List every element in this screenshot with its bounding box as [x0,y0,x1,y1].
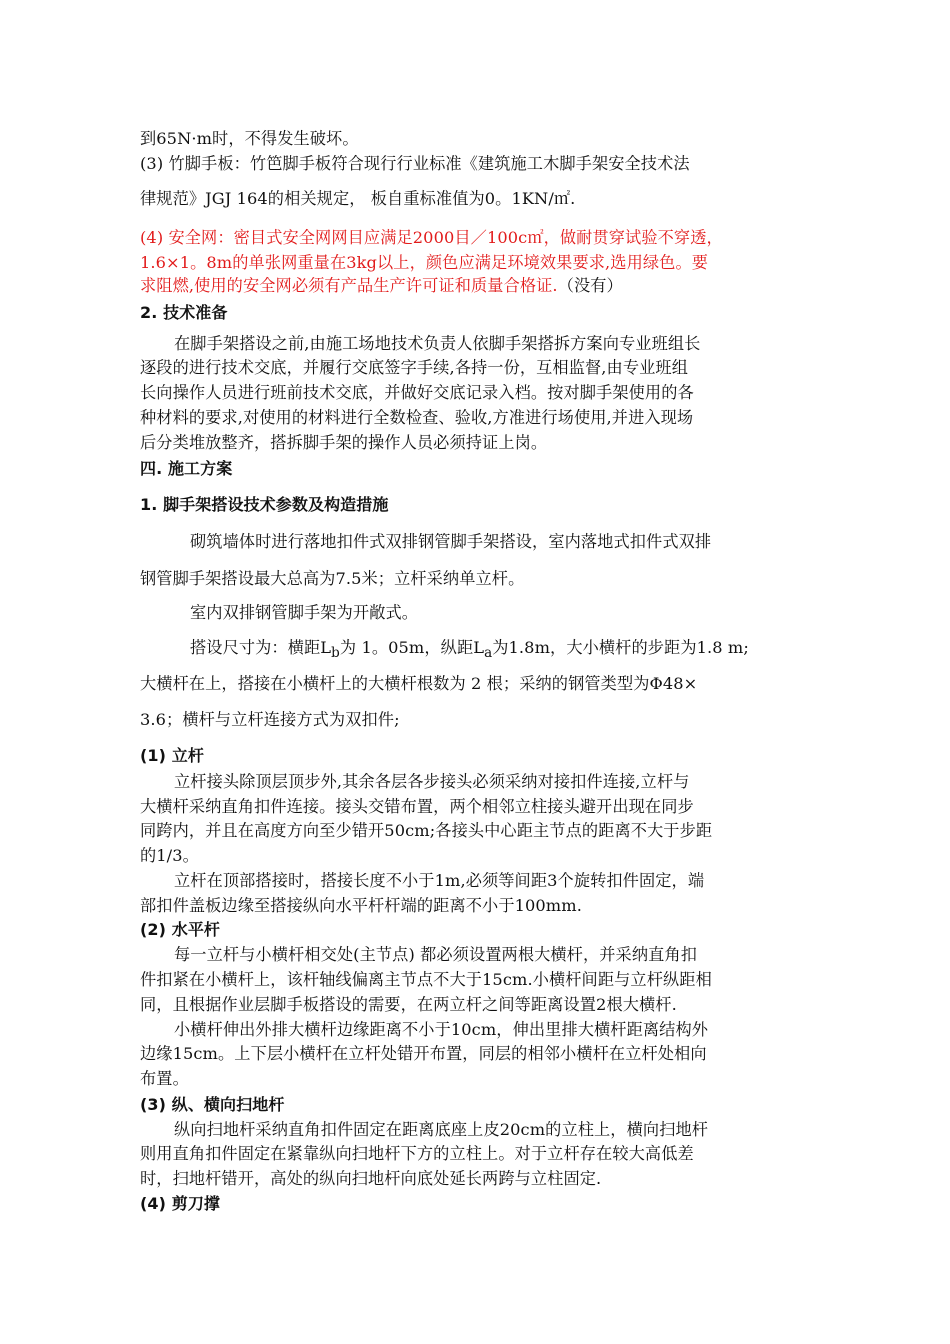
subscript-a: a [484,645,493,662]
highlighted-text-line: 1.6×1。8m的单张网重量在3kg以上，颜色应满足环境效果要求,选用绿色。要 [140,253,709,272]
section-heading: 2. 技术准备 [140,303,228,322]
body-text-line: 立杆在顶部搭接时，搭接长度不小于1m,必须等间距3个旋转扣件固定，端 [174,871,705,890]
body-text-line: 大横杆采纳直角扣件连接。接头交错布置，两个相邻立柱接头避开出现在同步 [140,797,694,816]
body-text-line: 钢管脚手架搭设最大总高为7.5米；立杆采纳单立杆。 [140,569,525,588]
body-text-line: 边缘15cm。上下层小横杆在立杆处错开布置，同层的相邻小横杆在立杆处相向 [140,1044,707,1063]
body-text-line: (3) 竹脚手板：竹笆脚手板符合现行行业标准《建筑施工木脚手架安全技术法 [140,154,690,173]
body-text-line-with-subscripts: 搭设尺寸为：横距$L_b$为 1。05m，纵距$L_a$为1.8m，大小横杆的步距为1.8 m; [190,638,749,662]
body-text-line: 立杆接头除顶层顶步外,其余各层各步接头必须采纳对接扣件连接,立杆与 [174,772,690,791]
highlighted-text: 求阻燃,使用的安全网必须有产品生产许可证和质量合格证. [140,276,558,295]
body-text-line: 的1/3。 [140,846,199,865]
note-text: （没有） [557,276,623,295]
subsection-heading: (3) 纵、横向扫地杆 [140,1095,285,1114]
chapter-heading: 四. 施工方案 [140,459,233,478]
body-text-line: 则用直角扣件固定在紧靠纵向扫地杆下方的立柱上。对于立杆存在较大高低差 [140,1144,694,1163]
body-text-line: 逐段的进行技术交底，并履行交底签字手续,各持一份，互相监督,由专业班组 [140,358,688,377]
body-text-line: 种材料的要求,对使用的材料进行全数检查、验收,方准进行场使用,并进入现场 [140,408,694,427]
body-text-line: 大横杆在上，搭接在小横杆上的大横杆根数为 2 根；采纳的钢管类型为Φ48× [140,674,698,693]
body-text-line: 部扣件盖板边缘至搭接纵向水平杆杆端的距离不小于100mm. [140,896,582,915]
body-text-line: 室内双排钢管脚手架为开敞式。 [190,603,419,622]
body-text-line: 同跨内，并且在高度方向至少错开50cm;各接头中心距主节点的距离不大于步距 [140,821,713,840]
body-text-line: 律规范》JGJ 164的相关规定， 板自重标准值为0。1KN/㎡. [140,189,576,208]
subsection-heading: (2) 水平杆 [140,920,221,939]
body-text-line: 在脚手架搭设之前,由施工场地技术负责人依脚手架搭拆方案向专业班组长 [174,334,701,353]
subsection-heading: (4) 剪刀撑 [140,1194,221,1213]
body-text-line: 到65N·m时，不得发生破坏。 [140,129,359,148]
body-text-line: 3.6；横杆与立杆连接方式为双扣件; [140,710,400,729]
body-text-line: 布置。 [140,1069,189,1088]
body-text-line: 每一立杆与小横杆相交处(主节点) 都必须设置两根大横杆，并采纳直角扣 [174,945,697,964]
highlighted-text-line: (4) 安全网：密目式安全网网目应满足2000目／100c㎡，做耐贯穿试验不穿透， [140,228,723,247]
body-text-line: 时，扫地杆错开，高处的纵向扫地杆向底处延长两跨与立柱固定. [140,1169,602,1188]
body-text-line: 小横杆伸出外排大横杆边缘距离不小于10cm，伸出里排大横杆距离结构外 [174,1020,709,1039]
body-text-line: 砌筑墙体时进行落地扣件式双排钢管脚手架搭设，室内落地式扣件式双排 [190,532,712,551]
body-text-line: 件扣紧在小横杆上，该杆轴线偏离主节点不大于15cm.小横杆间距与立杆纵距相 [140,970,712,989]
highlighted-line-with-note [140,275,623,297]
body-text-line: 长向操作人员进行班前技术交底，并做好交底记录入档。按对脚手架使用的各 [140,383,694,402]
body-text-line: 同，且根据作业层脚手板搭设的需要，在两立杆之间等距离设置2根大横杆. [140,995,677,1014]
body-text-line: 后分类堆放整齐，搭拆脚手架的操作人员必须持证上岗。 [140,433,548,452]
subscript-b: b [331,645,340,662]
body-text-line: 纵向扫地杆采纳直角扣件固定在距离底座上皮20cm的立柱上，横向扫地杆 [174,1120,709,1139]
section-heading: 1. 脚手架搭设技术参数及构造措施 [140,495,389,514]
subsection-heading: (1) 立杆 [140,746,204,765]
